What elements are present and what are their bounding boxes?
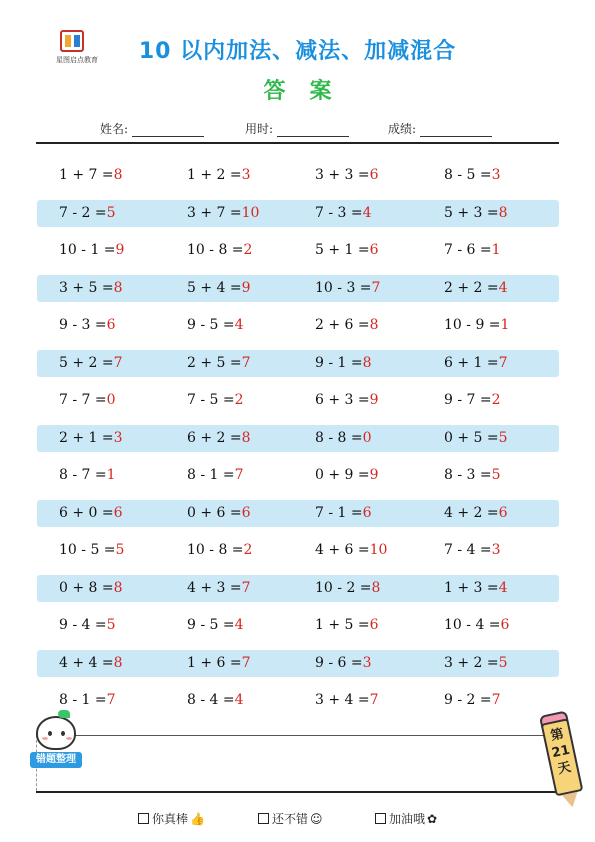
answer: 6 xyxy=(106,317,116,333)
problem-cell xyxy=(59,650,123,677)
problem-cell xyxy=(187,425,251,452)
problem-cell xyxy=(187,500,251,527)
answer: 4 xyxy=(498,279,508,296)
equation: 8 - 7 = xyxy=(59,467,107,483)
error-section-label: 错题整理 xyxy=(30,752,82,768)
problem-row xyxy=(37,237,559,264)
answer: 6 xyxy=(369,242,379,258)
answer: 7 xyxy=(371,279,381,296)
equation: 1 + 5 = xyxy=(315,617,370,633)
answer: 9 xyxy=(369,467,379,483)
problem-cell xyxy=(444,612,509,639)
problem-cell xyxy=(315,312,379,339)
problem-cell xyxy=(187,575,251,602)
equation: 8 - 1 = xyxy=(59,692,107,708)
problem-row xyxy=(37,312,559,339)
problem-cell xyxy=(187,650,251,677)
problem-cell xyxy=(315,462,379,489)
checkbox[interactable] xyxy=(258,813,269,824)
problem-row xyxy=(37,462,559,489)
rating-label: 还不错 xyxy=(272,812,309,826)
equation: 7 - 3 = xyxy=(315,204,363,221)
problem-cell xyxy=(59,537,124,564)
problem-row xyxy=(37,650,559,677)
equation: 4 + 6 = xyxy=(315,542,370,558)
answer: 4 xyxy=(234,692,244,708)
cat-blush xyxy=(66,737,72,740)
equation: 9 - 3 = xyxy=(59,317,107,333)
equation: 8 - 4 = xyxy=(187,692,235,708)
answer: 0 xyxy=(106,392,116,408)
equation: 1 + 6 = xyxy=(187,654,242,671)
answer: 4 xyxy=(498,579,508,596)
problem-row xyxy=(37,500,559,527)
answer: 3 xyxy=(491,167,501,183)
equation: 7 - 4 = xyxy=(444,542,492,558)
rating-label: 加油哦 xyxy=(389,812,426,826)
problem-cell xyxy=(187,462,244,489)
problem-cell xyxy=(59,200,116,227)
answer: 7 xyxy=(241,354,251,371)
answer: 7 xyxy=(234,467,244,483)
answer: 10 xyxy=(241,204,260,221)
cat-eye xyxy=(61,731,65,736)
answer: 3 xyxy=(362,654,372,671)
answer: 5 xyxy=(106,617,116,633)
problem-cell xyxy=(59,612,116,639)
answer: 7 xyxy=(106,692,116,708)
answer: 8 xyxy=(113,579,123,596)
equation: 5 + 1 = xyxy=(315,242,370,258)
answer: 10 xyxy=(369,542,388,558)
checkbox[interactable] xyxy=(138,813,149,824)
cat-mascot-icon xyxy=(36,716,76,750)
answer: 6 xyxy=(241,504,251,521)
answer: 4 xyxy=(234,617,244,633)
equation: 4 + 3 = xyxy=(187,579,242,596)
problem-cell xyxy=(187,312,244,339)
equation: 2 + 6 = xyxy=(315,317,370,333)
problem-cell xyxy=(444,650,508,677)
problem-cell xyxy=(187,687,244,714)
problem-cell xyxy=(187,537,252,564)
time-field[interactable] xyxy=(245,120,349,137)
problem-cell xyxy=(59,387,116,414)
problem-cell xyxy=(444,425,508,452)
time-blank[interactable] xyxy=(277,124,349,137)
equation: 8 - 3 = xyxy=(444,467,492,483)
answer: 5 xyxy=(115,542,125,558)
time-label: 用时: xyxy=(245,122,274,136)
problem-row xyxy=(37,162,559,189)
problem-cell xyxy=(315,237,379,264)
equation: 8 - 1 = xyxy=(187,467,235,483)
answer: 7 xyxy=(241,654,251,671)
problem-cell xyxy=(59,162,123,189)
equation: 3 + 4 = xyxy=(315,692,370,708)
equation: 0 + 8 = xyxy=(59,579,114,596)
equation: 8 - 8 = xyxy=(315,429,363,446)
equation: 8 - 5 = xyxy=(444,167,492,183)
equation: 1 + 7 = xyxy=(59,167,114,183)
equation: 10 - 2 = xyxy=(315,579,372,596)
leaf-icon xyxy=(58,710,70,718)
problem-cell xyxy=(315,500,372,527)
problem-cell xyxy=(187,275,251,302)
equation: 1 + 2 = xyxy=(187,167,242,183)
score-blank[interactable] xyxy=(420,124,492,137)
answer: 2 xyxy=(243,542,253,558)
problem-row xyxy=(37,612,559,639)
equation: 5 + 4 = xyxy=(187,279,242,296)
answer: 2 xyxy=(491,392,501,408)
score-field[interactable] xyxy=(388,120,492,137)
equation: 4 + 4 = xyxy=(59,654,114,671)
page-subtitle: 答案 xyxy=(263,79,356,104)
thumbs-up-icon: 👍 xyxy=(190,812,205,826)
equation: 7 - 2 = xyxy=(59,204,107,221)
problem-row xyxy=(37,687,559,714)
problem-row xyxy=(37,350,559,377)
footer-divider xyxy=(36,791,559,793)
problem-cell xyxy=(187,162,251,189)
name-label: 姓名: xyxy=(100,122,129,136)
problem-cell xyxy=(444,200,508,227)
problem-row xyxy=(37,537,559,564)
answer: 8 xyxy=(362,354,372,371)
equation: 3 + 3 = xyxy=(315,167,370,183)
equation: 10 - 5 = xyxy=(59,542,116,558)
answer: 5 xyxy=(106,204,116,221)
logo-text: 星图启点教育 xyxy=(56,56,98,64)
name-blank[interactable] xyxy=(132,124,204,137)
equation: 7 - 7 = xyxy=(59,392,107,408)
equation: 9 - 5 = xyxy=(187,617,235,633)
rating-option-great[interactable] xyxy=(138,810,205,827)
equation: 10 - 8 = xyxy=(187,242,244,258)
equation: 10 - 8 = xyxy=(187,542,244,558)
answer: 4 xyxy=(362,204,372,221)
equation: 5 + 2 = xyxy=(59,354,114,371)
equation: 0 + 9 = xyxy=(315,467,370,483)
equation: 2 + 5 = xyxy=(187,354,242,371)
cat-eye xyxy=(48,731,52,736)
answer: 7 xyxy=(241,579,251,596)
problem-cell xyxy=(315,687,379,714)
equation: 3 + 5 = xyxy=(59,279,114,296)
answer: 8 xyxy=(113,279,123,296)
answer: 9 xyxy=(369,392,379,408)
problem-cell xyxy=(59,425,123,452)
problem-cell xyxy=(444,275,508,302)
answer: 7 xyxy=(498,354,508,371)
day-label: 第21天 xyxy=(549,726,573,778)
equation: 0 + 6 = xyxy=(187,504,242,521)
equation: 9 - 6 = xyxy=(315,654,363,671)
problem-cell xyxy=(315,575,380,602)
answer: 2 xyxy=(243,242,253,258)
equation: 6 + 1 = xyxy=(444,354,499,371)
problem-cell xyxy=(59,237,124,264)
problem-row xyxy=(37,387,559,414)
cat-blush xyxy=(42,737,48,740)
equation: 2 + 2 = xyxy=(444,279,499,296)
problem-cell xyxy=(444,687,501,714)
answer: 5 xyxy=(498,429,508,446)
equation: 9 - 1 = xyxy=(315,354,363,371)
error-section-badge xyxy=(30,712,86,770)
answer: 9 xyxy=(241,279,251,296)
equation: 9 - 2 = xyxy=(444,692,492,708)
problem-cell xyxy=(444,312,509,339)
equation: 7 - 1 = xyxy=(315,504,363,521)
problem-row xyxy=(37,575,559,602)
equation: 10 - 4 = xyxy=(444,617,501,633)
problem-cell xyxy=(59,312,116,339)
answer: 7 xyxy=(369,692,379,708)
problem-row xyxy=(37,275,559,302)
smile-icon: ☺ xyxy=(310,812,323,826)
problem-cell xyxy=(315,387,379,414)
problem-cell xyxy=(187,237,252,264)
problem-cell xyxy=(315,650,372,677)
problem-cell xyxy=(444,237,501,264)
problem-cell xyxy=(444,500,508,527)
answer: 6 xyxy=(500,617,510,633)
problem-cell xyxy=(187,350,251,377)
problem-cell xyxy=(444,162,501,189)
problem-cell xyxy=(315,425,372,452)
problem-cell xyxy=(59,575,123,602)
problem-row xyxy=(37,425,559,452)
equation: 7 - 5 = xyxy=(187,392,235,408)
rating-label: 你真棒 xyxy=(152,812,189,826)
pencil-day-badge xyxy=(535,709,593,815)
answer: 5 xyxy=(498,654,508,671)
equation: 9 - 4 = xyxy=(59,617,107,633)
answer: 6 xyxy=(498,504,508,521)
answer: 3 xyxy=(241,167,251,183)
answer: 6 xyxy=(369,617,379,633)
problem-cell xyxy=(187,387,244,414)
problem-cell xyxy=(315,162,379,189)
problem-cell xyxy=(315,200,372,227)
answer: 1 xyxy=(106,467,116,483)
equation: 10 - 3 = xyxy=(315,279,372,296)
answer: 1 xyxy=(491,242,501,258)
answer: 7 xyxy=(491,692,501,708)
equation: 1 + 3 = xyxy=(444,579,499,596)
answer: 9 xyxy=(115,242,125,258)
answer: 8 xyxy=(498,204,508,221)
answer: 8 xyxy=(371,579,381,596)
problem-cell xyxy=(444,387,501,414)
equation: 0 + 5 = xyxy=(444,429,499,446)
problem-cell xyxy=(444,537,501,564)
rating-option-keep-going[interactable] xyxy=(375,810,437,827)
equation: 2 + 1 = xyxy=(59,429,114,446)
answer: 6 xyxy=(113,504,123,521)
answer: 4 xyxy=(234,317,244,333)
equation: 5 + 3 = xyxy=(444,204,499,221)
name-field[interactable] xyxy=(100,120,204,137)
problem-cell xyxy=(315,612,379,639)
equation: 3 + 2 = xyxy=(444,654,499,671)
answer: 6 xyxy=(369,167,379,183)
equation: 6 + 0 = xyxy=(59,504,114,521)
problem-row xyxy=(37,200,559,227)
equation: 9 - 7 = xyxy=(444,392,492,408)
score-label: 成绩: xyxy=(388,122,417,136)
rating-option-good[interactable] xyxy=(258,810,323,827)
problem-cell xyxy=(444,462,501,489)
answer: 5 xyxy=(491,467,501,483)
equation: 10 - 1 = xyxy=(59,242,116,258)
header-divider xyxy=(36,142,559,144)
problem-cell xyxy=(59,275,123,302)
pencil-tip-icon xyxy=(562,792,581,809)
cheer-icon: ✿ xyxy=(427,812,438,826)
answer: 8 xyxy=(241,429,251,446)
problem-cell xyxy=(444,575,508,602)
equation: 6 + 3 = xyxy=(315,392,370,408)
problem-cell xyxy=(59,350,123,377)
problem-cell xyxy=(444,350,508,377)
problem-cell xyxy=(59,462,116,489)
equation: 6 + 2 = xyxy=(187,429,242,446)
answer: 3 xyxy=(113,429,123,446)
problem-cell xyxy=(315,537,387,564)
answer: 1 xyxy=(500,317,510,333)
problem-cell xyxy=(315,350,372,377)
problem-cell xyxy=(187,612,244,639)
answer: 6 xyxy=(362,504,372,521)
answer: 2 xyxy=(234,392,244,408)
answer: 8 xyxy=(113,167,123,183)
equation: 10 - 9 = xyxy=(444,317,501,333)
equation: 7 - 6 = xyxy=(444,242,492,258)
answer: 8 xyxy=(369,317,379,333)
problem-cell xyxy=(187,200,259,227)
page-title: 10 以内加法、减法、加减混合 xyxy=(138,39,457,64)
answer: 3 xyxy=(491,542,501,558)
equation: 9 - 5 = xyxy=(187,317,235,333)
checkbox[interactable] xyxy=(375,813,386,824)
equation: 4 + 2 = xyxy=(444,504,499,521)
answer: 7 xyxy=(113,354,123,371)
problem-cell xyxy=(59,500,123,527)
answer: 0 xyxy=(362,429,372,446)
equation: 3 + 7 = xyxy=(187,204,242,221)
answer: 8 xyxy=(113,654,123,671)
problem-cell xyxy=(315,275,380,302)
error-notes-area[interactable] xyxy=(36,735,559,791)
